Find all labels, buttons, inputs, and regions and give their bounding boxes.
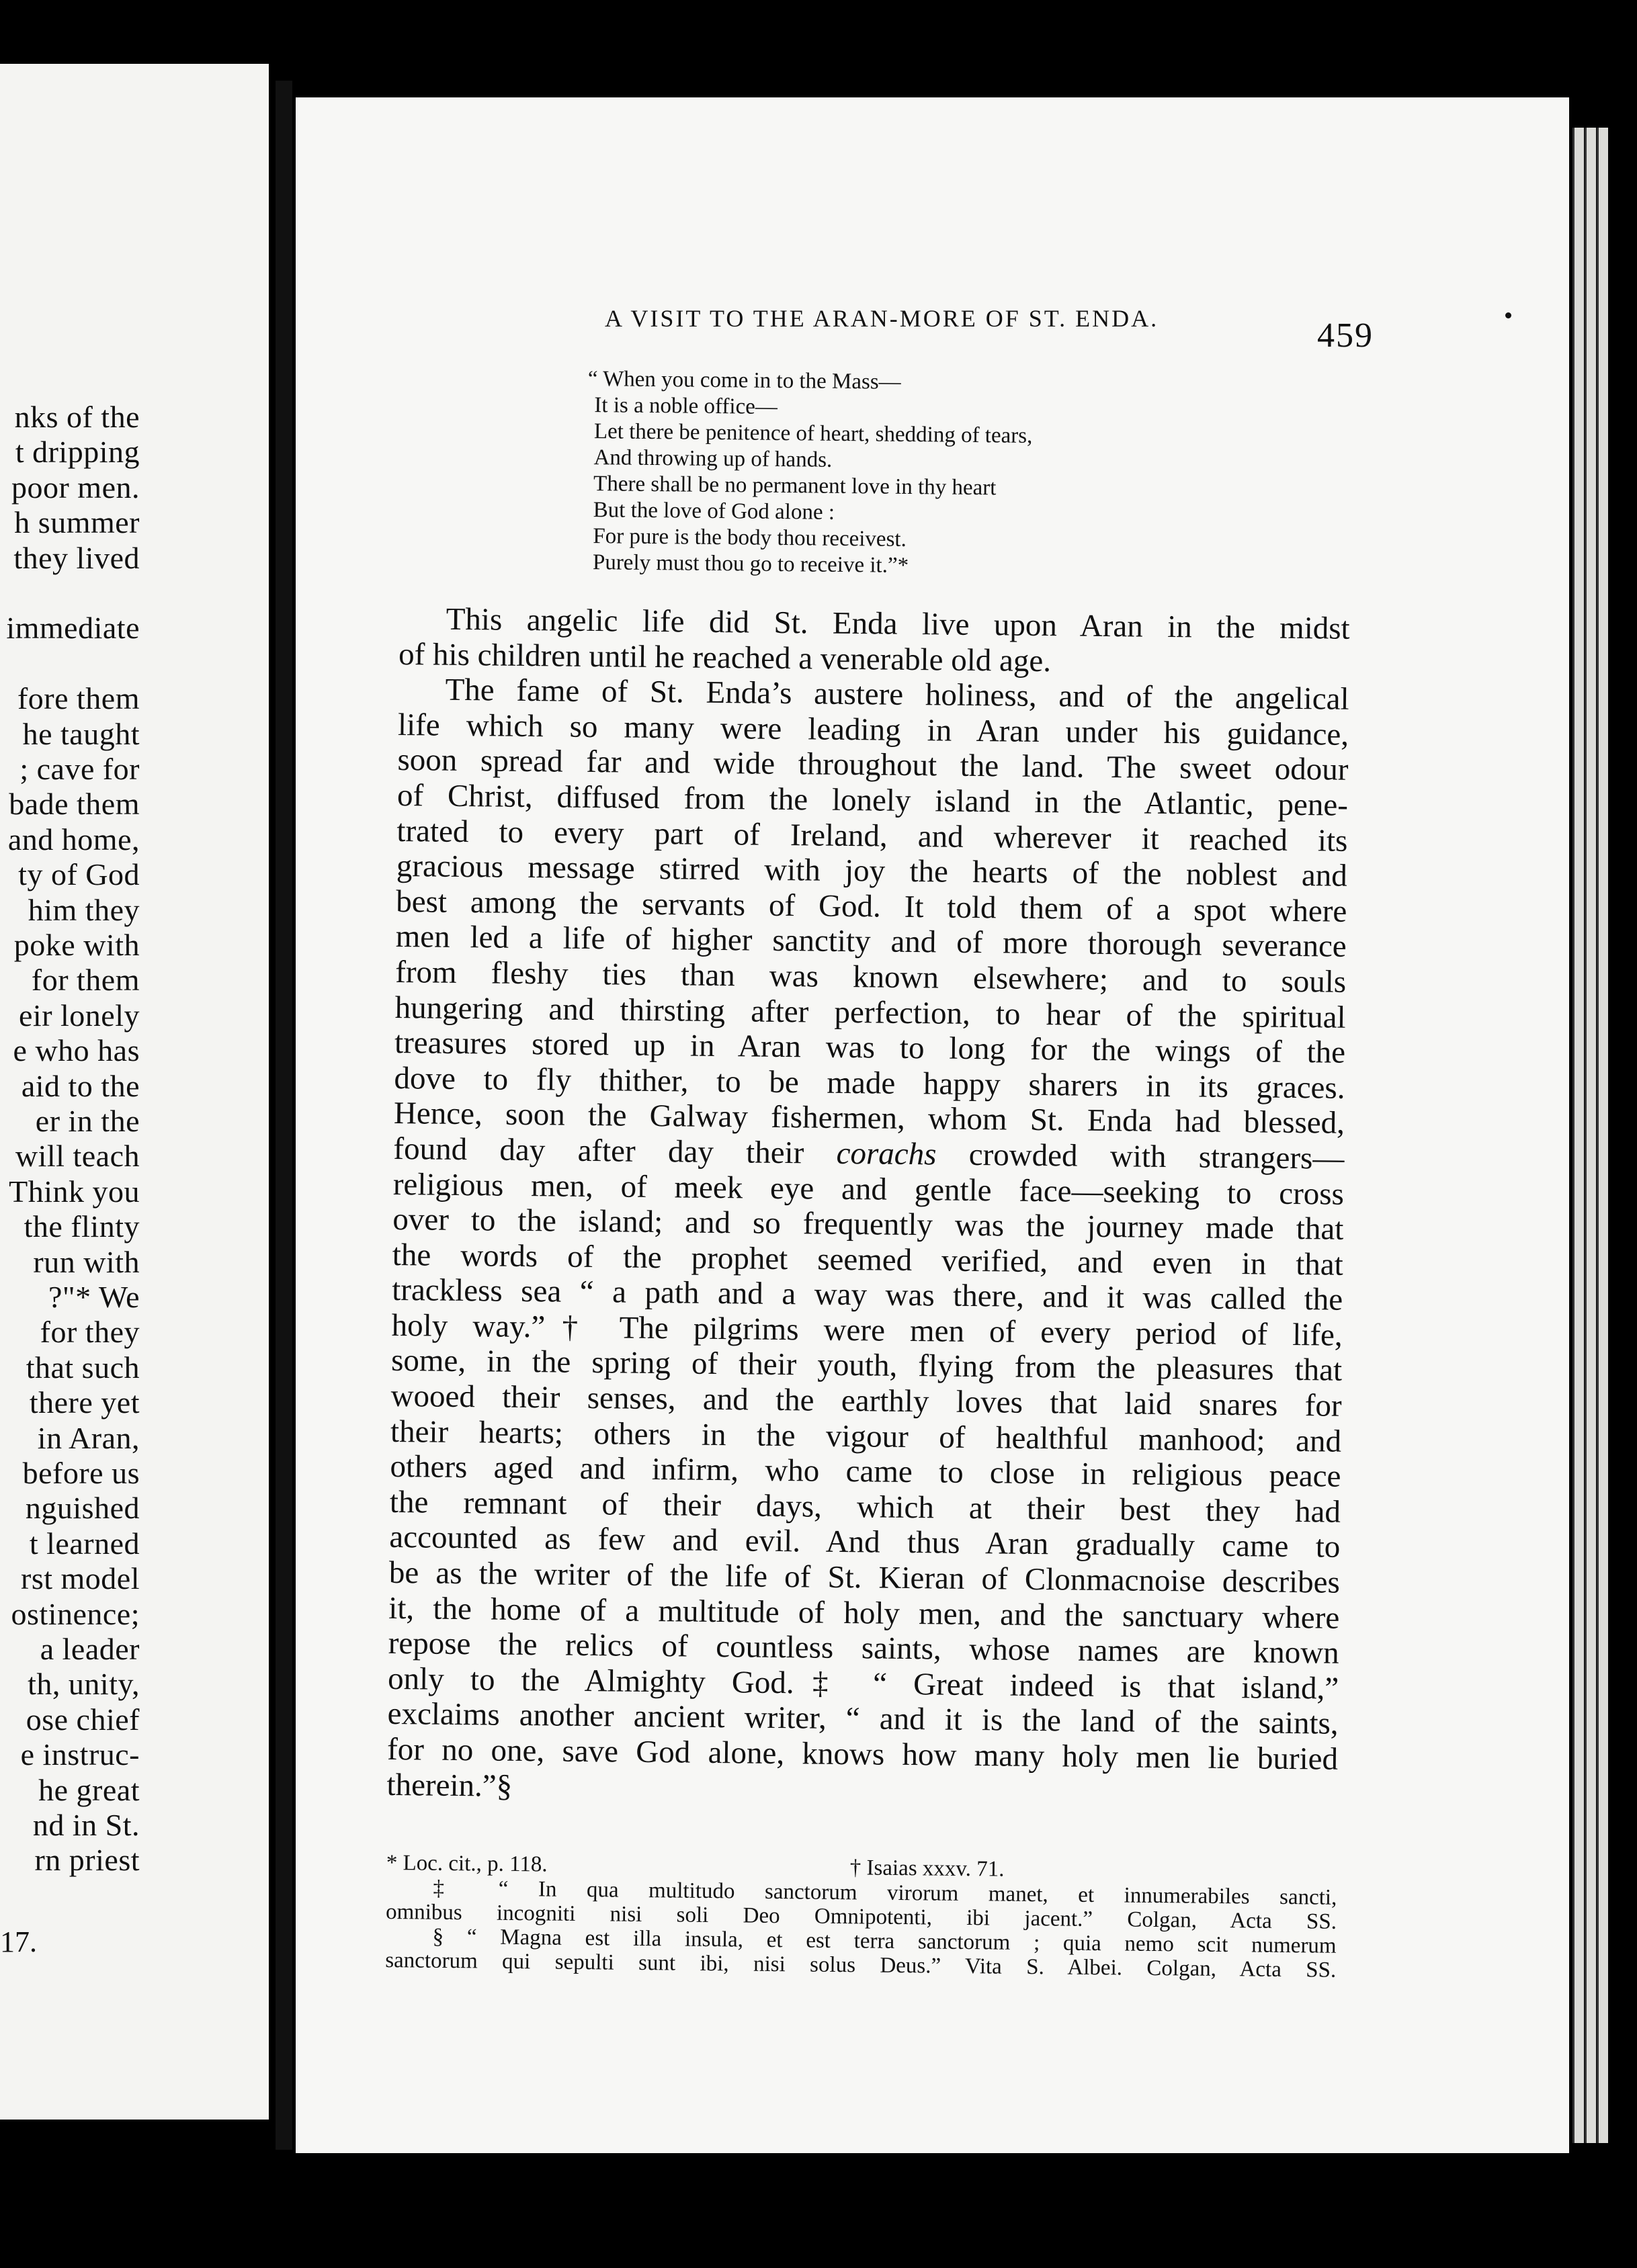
left-page-line: ?"* We <box>48 1280 140 1314</box>
left-page-line: for them <box>31 963 140 998</box>
body-line: over to the island; and so frequently was the journey made that <box>392 1202 1344 1247</box>
left-page-line: ose chief <box>26 1702 140 1737</box>
left-page-line: er in the <box>35 1104 140 1138</box>
left-page-line: h summer <box>14 505 140 540</box>
left-page-line: nks of the <box>14 400 140 434</box>
left-page-line: poke with <box>13 928 140 962</box>
footnotes <box>385 1851 1337 1982</box>
body-line: dove to fly thither, to be made happy sharers in its graces. <box>394 1060 1345 1106</box>
left-page-line: will teach <box>15 1139 140 1174</box>
left-page-line: he taught <box>22 716 140 751</box>
body-line: only to the Almighty God.‡ “ Great indeed is that island,” <box>387 1661 1339 1706</box>
left-page-line: e who has <box>13 1033 140 1068</box>
body-line: gracious message stirred with joy the hearts of the noblest and <box>396 848 1348 893</box>
body-line: soon spread far and wide throughout the land. The sweet odour <box>397 742 1349 788</box>
left-page-line: th, unity, <box>28 1667 140 1702</box>
footnote-line: sanctorum qui sepulti sunt ibi, nisi solus Deus.” Vita S. Albei. Colgan, Acta SS. <box>385 1948 1337 1982</box>
left-page-line: rn priest <box>34 1843 140 1878</box>
body-line: wooed their senses, and the earthly loves that laid snares for <box>390 1378 1342 1424</box>
body-line: best among the servants of God. It told them of a spot where <box>396 883 1347 929</box>
poem-line: For pure is the body thou receivest. <box>593 524 907 552</box>
left-page-line: there yet <box>29 1385 140 1420</box>
body-line: religious men, of meek eye and gentle face—seeking to cross <box>392 1166 1345 1212</box>
body-line: be as the writer of the life of St. Kieran of Clonmacnoise describes <box>388 1555 1341 1600</box>
body-line: trackless sea “ a path and a way was there, and it was called the <box>391 1272 1343 1318</box>
left-page-line: the flinty <box>24 1209 140 1244</box>
body-line: the remnant of their days, which at their best they had <box>389 1484 1341 1530</box>
left-page-line: t dripping <box>15 435 140 470</box>
speck-mark <box>1505 312 1511 318</box>
left-page-line: fore them <box>17 681 140 716</box>
body-line: their hearts; others in the vigour of healthful manhood; and <box>390 1413 1342 1459</box>
running-title: A VISIT TO THE ARAN-MORE OF ST. ENDA. <box>605 305 1159 332</box>
body-line: the words of the prophet seemed verified, and even in that <box>392 1237 1344 1282</box>
left-page-line: aid to the <box>21 1068 140 1103</box>
left-page-line: nguished <box>25 1491 140 1526</box>
left-page-line: Think you <box>9 1174 140 1209</box>
body-line: of Christ, diffused from the lonely island in the Atlantic, pene- <box>396 777 1349 823</box>
body-line: others aged and infirm, who came to close in religious peace <box>390 1449 1341 1494</box>
left-page-line: e instruc- <box>20 1737 140 1772</box>
body-line: life which so many were leading in Aran under his guidance, <box>397 707 1349 752</box>
body-line: some, in the spring of their youth, flying from the pleasures that <box>390 1343 1343 1389</box>
body-line: found day after day their corachs crowded with strangers— <box>393 1131 1345 1176</box>
left-page-line: before us <box>22 1456 140 1490</box>
left-page-line: he great <box>38 1772 140 1807</box>
poem-line: It is a noble office— <box>594 393 778 419</box>
body-line: for no one, save God alone, knows how many holy men lie buried <box>386 1731 1339 1777</box>
page-edge <box>1572 128 1584 2143</box>
right-page <box>296 97 1569 2153</box>
footnote-dagger: † Isaias xxxv. 71. <box>849 1856 1005 1882</box>
left-page-line: nd in St. <box>32 1808 140 1842</box>
left-page-number: 17. <box>0 1925 37 1958</box>
poem-line: Purely must thou go to receive it.”* <box>592 550 909 578</box>
footnote-star: * Loc. cit., p. 118. <box>386 1851 548 1877</box>
body-line: This angelic life did St. Enda live upon Aran in the midst <box>446 601 1350 646</box>
poem-block <box>586 366 1260 582</box>
body-line: trated to every part of Ireland, and wherever it reached its <box>396 813 1348 859</box>
left-page-line: eir lonely <box>19 998 140 1033</box>
left-page-line: him they <box>28 892 140 927</box>
page-edge <box>1585 128 1596 2143</box>
left-page <box>0 64 269 2120</box>
poem-line: There shall be no permanent love in thy heart <box>593 472 997 500</box>
body-line: therein.”§ <box>386 1767 513 1804</box>
footnote-line: omnibus incogniti nisi soli Deo Omnipotenti, ibi jacent.” Colgan, Acta SS. <box>385 1899 1337 1934</box>
body-line: treasures stored up in Aran was to long for the wings of the <box>394 1025 1346 1070</box>
left-page-line: immediate <box>6 611 140 646</box>
body-line: The fame of St. Enda’s austere holiness, and of the angelical <box>445 672 1349 717</box>
poem-line: But the love of God alone : <box>593 498 835 525</box>
poem-line: “ When you come in to the Mass— <box>587 366 901 394</box>
left-page-line: bade them <box>9 787 140 822</box>
body-line: of his children until he reached a venerable old age. <box>398 636 1052 679</box>
poem-line: Let there be penitence of heart, shedding of tears, <box>593 419 1033 448</box>
body-line: holy way.”† The pilgrims were men of every period of life, <box>391 1307 1343 1353</box>
book-spine <box>276 81 292 2150</box>
body-line: repose the relics of countless saints, whose names are known <box>388 1626 1339 1671</box>
poem-line: And throwing up of hands. <box>593 445 833 472</box>
body-line: Hence, soon the Galway fishermen, whom St. Enda had blessed, <box>393 1096 1345 1141</box>
left-page-line: they lived <box>13 540 140 575</box>
left-page-line: ty of God <box>18 857 140 892</box>
left-page-line: in Aran, <box>37 1420 140 1455</box>
left-page-line: a leader <box>40 1632 140 1666</box>
left-page-line: that such <box>26 1350 140 1385</box>
left-page-line: and home, <box>7 822 140 857</box>
left-page-line: ; cave for <box>19 752 140 786</box>
footnote-line: ‡ “ In qua multitudo sanctorum virorum manet, et innumerabiles sancti, <box>433 1876 1337 1910</box>
left-page-line: for they <box>40 1315 140 1350</box>
body-line: accounted as few and evil. And thus Aran gradually came to <box>389 1520 1341 1565</box>
body-line: hungering and thirsting after perfection, to hear of the spiritual <box>394 990 1346 1035</box>
page-number: 459 <box>1317 316 1374 355</box>
body-line: exclaims another ancient writer, “ and it is the land of the saints, <box>387 1696 1339 1742</box>
page-edge <box>1597 128 1608 2143</box>
body-text <box>386 601 1350 1813</box>
left-page-line: t learned <box>29 1526 140 1561</box>
left-page-line: ostinence; <box>11 1596 140 1631</box>
left-page-line: run with <box>33 1244 140 1279</box>
footnote-line: § “ Magna est illa insula, et est terra sanctorum ; quia nemo scit numerum <box>432 1924 1337 1958</box>
left-page-line: rst model <box>21 1561 140 1596</box>
left-page-line: poor men. <box>11 470 140 505</box>
body-line: it, the home of a multitude of holy men, and the sanctuary where <box>388 1590 1340 1636</box>
body-line: men led a life of higher sanctity and of more thorough severance <box>395 919 1347 965</box>
body-line: from fleshy ties than was known elsewhere; and to souls <box>394 954 1347 1000</box>
